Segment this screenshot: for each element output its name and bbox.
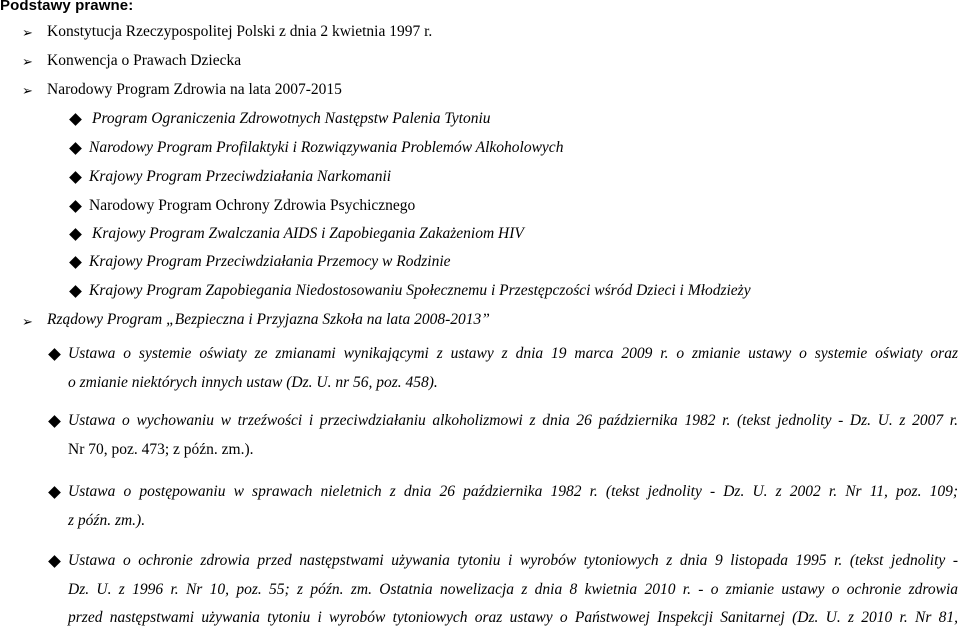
- law-item-line: przed następstwami używania tytoniu i wyrobów tytoniowych oraz ustawy o Państwowej Inspekcji Sanitarnej (Dz. U. z 2010 r. Nr 81,: [68, 609, 958, 626]
- law-item: [68, 478, 958, 535]
- program-item: Narodowy Program Ochrony Zdrowia Psychicznego: [89, 197, 416, 214]
- diamond-bullet-icon: [69, 113, 82, 126]
- law-item-line: Ustawa o ochronie zdrowia przed następstwami używania tytoniu i wyrobów tytoniowych z dnia 9 listopada 1995 r. (tekst jednolity -: [68, 552, 958, 569]
- law-item-line: Nr 70, poz. 473; z późn. zm.).: [68, 440, 254, 458]
- law-item: [68, 340, 958, 397]
- diamond-bullet-icon: [69, 200, 82, 213]
- diamond-bullet-icon: [48, 555, 61, 568]
- law-item: [68, 407, 958, 464]
- arrow-bullet-icon: ➢: [22, 55, 33, 70]
- arrow-bullet-icon: ➢: [22, 84, 33, 99]
- program-item: Krajowy Program Przeciwdziałania Przemocy w Rodzinie: [89, 253, 451, 270]
- program-item: Program Ograniczenia Zdrowotnych Następstw Palenia Tytoniu: [92, 110, 491, 127]
- program-item: Krajowy Program Przeciwdziałania Narkomanii: [89, 168, 392, 185]
- arrow-bullet-icon: ➢: [22, 315, 33, 330]
- diamond-bullet-icon: [69, 256, 82, 269]
- law-item-line: Ustawa o postępowaniu w sprawach nieletnich z dnia 26 października 1982 r. (tekst jednolity - Dz. U. z 2002 r. Nr 11, poz. 109;: [68, 483, 958, 500]
- law-item: [68, 547, 958, 633]
- section-heading: Podstawy prawne:: [0, 0, 134, 14]
- program-item: Krajowy Program Zwalczania AIDS i Zapobiegania Zakażeniom HIV: [92, 225, 524, 242]
- diamond-bullet-icon: [69, 228, 82, 241]
- law-item-line: o zmianie niektórych innych ustaw (Dz. U. nr 56, poz. 458).: [68, 373, 438, 391]
- diamond-bullet-icon: [69, 285, 82, 298]
- government-program-item: Rządowy Program „Bezpieczna i Przyjazna Szkoła na lata 2008-2013”: [47, 311, 490, 328]
- arrow-bullet-icon: ➢: [22, 26, 33, 41]
- legal-basis-item-health-program: Narodowy Program Zdrowia na lata 2007-2015: [47, 81, 342, 98]
- legal-basis-item-constitution: Konstytucja Rzeczypospolitej Polski z dnia 2 kwietnia 1997 r.: [47, 23, 433, 40]
- diamond-bullet-icon: [48, 486, 61, 499]
- law-item-line: Ustawa o wychowaniu w trzeźwości i przeciwdziałaniu alkoholizmowi z dnia 26 października 1982 r. (tekst jednolity - Dz. U. z 2007 r.: [68, 412, 958, 429]
- law-item-line: Dz. U. z 1996 r. Nr 10, poz. 55; z późn. zm. Ostatnia nowelizacja z dnia 8 kwietnia 2010 r. - o zmianie ustawy o ochronie zdrowia: [68, 580, 958, 598]
- legal-basis-item-convention: Konwencja o Prawach Dziecka: [47, 52, 242, 69]
- diamond-bullet-icon: [48, 415, 61, 428]
- diamond-bullet-icon: [48, 348, 61, 361]
- diamond-bullet-icon: [69, 171, 82, 184]
- law-item-line: Ustawa o systemie oświaty ze zmianami wynikającymi z ustawy z dnia 19 marca 2009 r. o zmianie ustawy o systemie oświaty oraz: [68, 345, 958, 362]
- program-item: Narodowy Program Profilaktyki i Rozwiązywania Problemów Alkoholowych: [89, 139, 564, 156]
- program-item: Krajowy Program Zapobiegania Niedostosowaniu Społecznemu i Przestępczości wśród Dzieci i Młodzieży: [89, 282, 751, 299]
- law-item-line: z późn. zm.).: [68, 511, 146, 529]
- diamond-bullet-icon: [69, 142, 82, 155]
